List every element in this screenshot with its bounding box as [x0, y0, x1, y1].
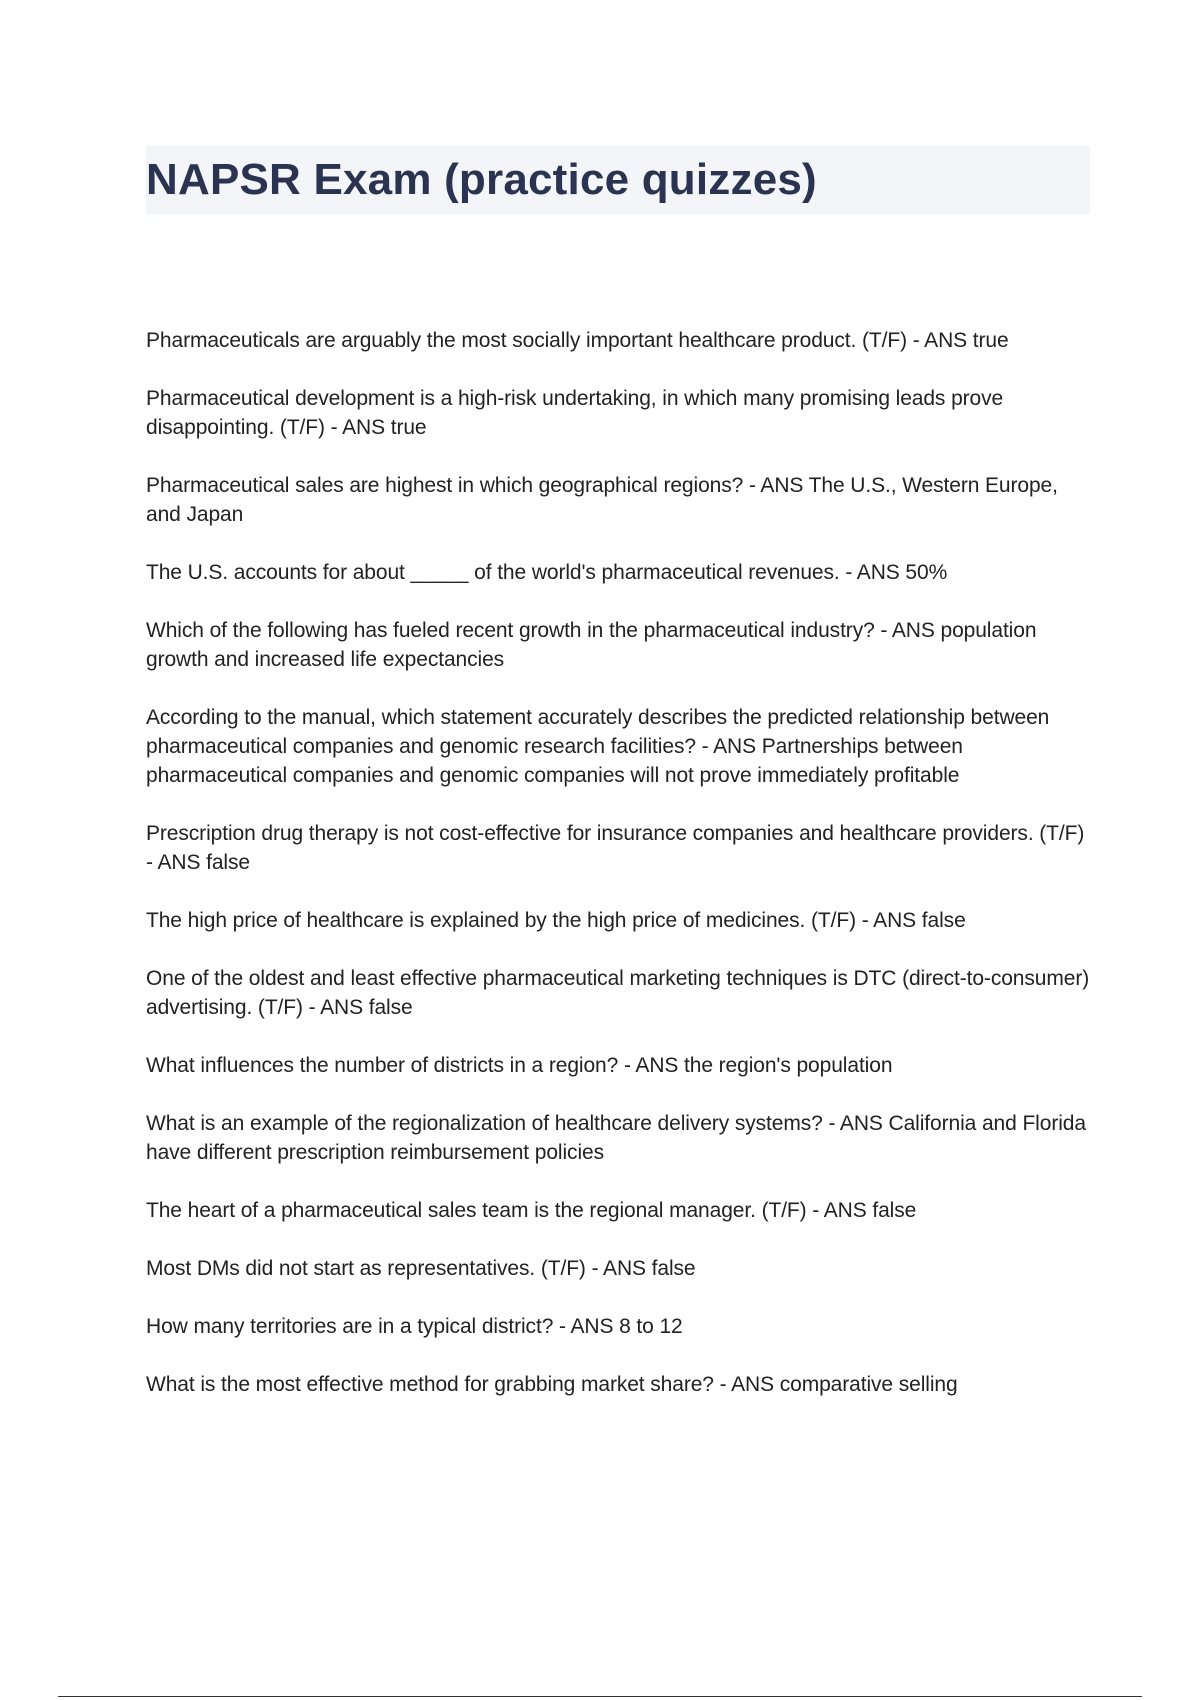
qa-item: How many territories are in a typical district? - ANS 8 to 12	[146, 1315, 683, 1338]
qa-item: Prescription drug therapy is not cost-effective for insurance companies and healthcare providers. (T/F) - ANS false	[146, 822, 1085, 874]
qa-item: The high price of healthcare is explained by the high price of medicines. (T/F) - ANS false	[146, 909, 966, 932]
page-title: NAPSR Exam (practice quizzes)	[146, 155, 817, 204]
question-answer-list	[146, 326, 1096, 1428]
qa-item: What is an example of the regionalization of healthcare delivery systems? - ANS California and Florida have different prescription reimbursement policies	[146, 1112, 1086, 1164]
footer-divider	[58, 1696, 1142, 1697]
qa-item: What is the most effective method for grabbing market share? - ANS comparative selling	[146, 1373, 958, 1396]
qa-item: Pharmaceutical sales are highest in which geographical regions? - ANS The U.S., Western Europe, and Japan	[146, 474, 1058, 526]
qa-item: According to the manual, which statement accurately describes the predicted relationship between pharmaceutical companies and genomic research facilities? - ANS Partnerships between pharmaceutical companies and genomic companies will not prove immediately profitable	[146, 706, 1050, 787]
qa-item: Pharmaceuticals are arguably the most socially important healthcare product. (T/F) - ANS true	[146, 329, 1009, 352]
title-banner	[146, 146, 1090, 214]
qa-item: Which of the following has fueled recent growth in the pharmaceutical industry? - ANS population growth and increased life expectancies	[146, 619, 1037, 671]
qa-item: The U.S. accounts for about _____ of the world's pharmaceutical revenues. - ANS 50%	[146, 561, 948, 584]
qa-item: The heart of a pharmaceutical sales team is the regional manager. (T/F) - ANS false	[146, 1199, 917, 1222]
qa-item: Most DMs did not start as representatives. (T/F) - ANS false	[146, 1257, 696, 1280]
qa-item: One of the oldest and least effective pharmaceutical marketing techniques is DTC (direct-to-consumer) advertising. (T/F) - ANS false	[146, 967, 1090, 1019]
qa-item: Pharmaceutical development is a high-risk undertaking, in which many promising leads prove disappointing. (T/F) - ANS true	[146, 387, 1004, 439]
qa-item: What influences the number of districts in a region? - ANS the region's population	[146, 1054, 893, 1077]
